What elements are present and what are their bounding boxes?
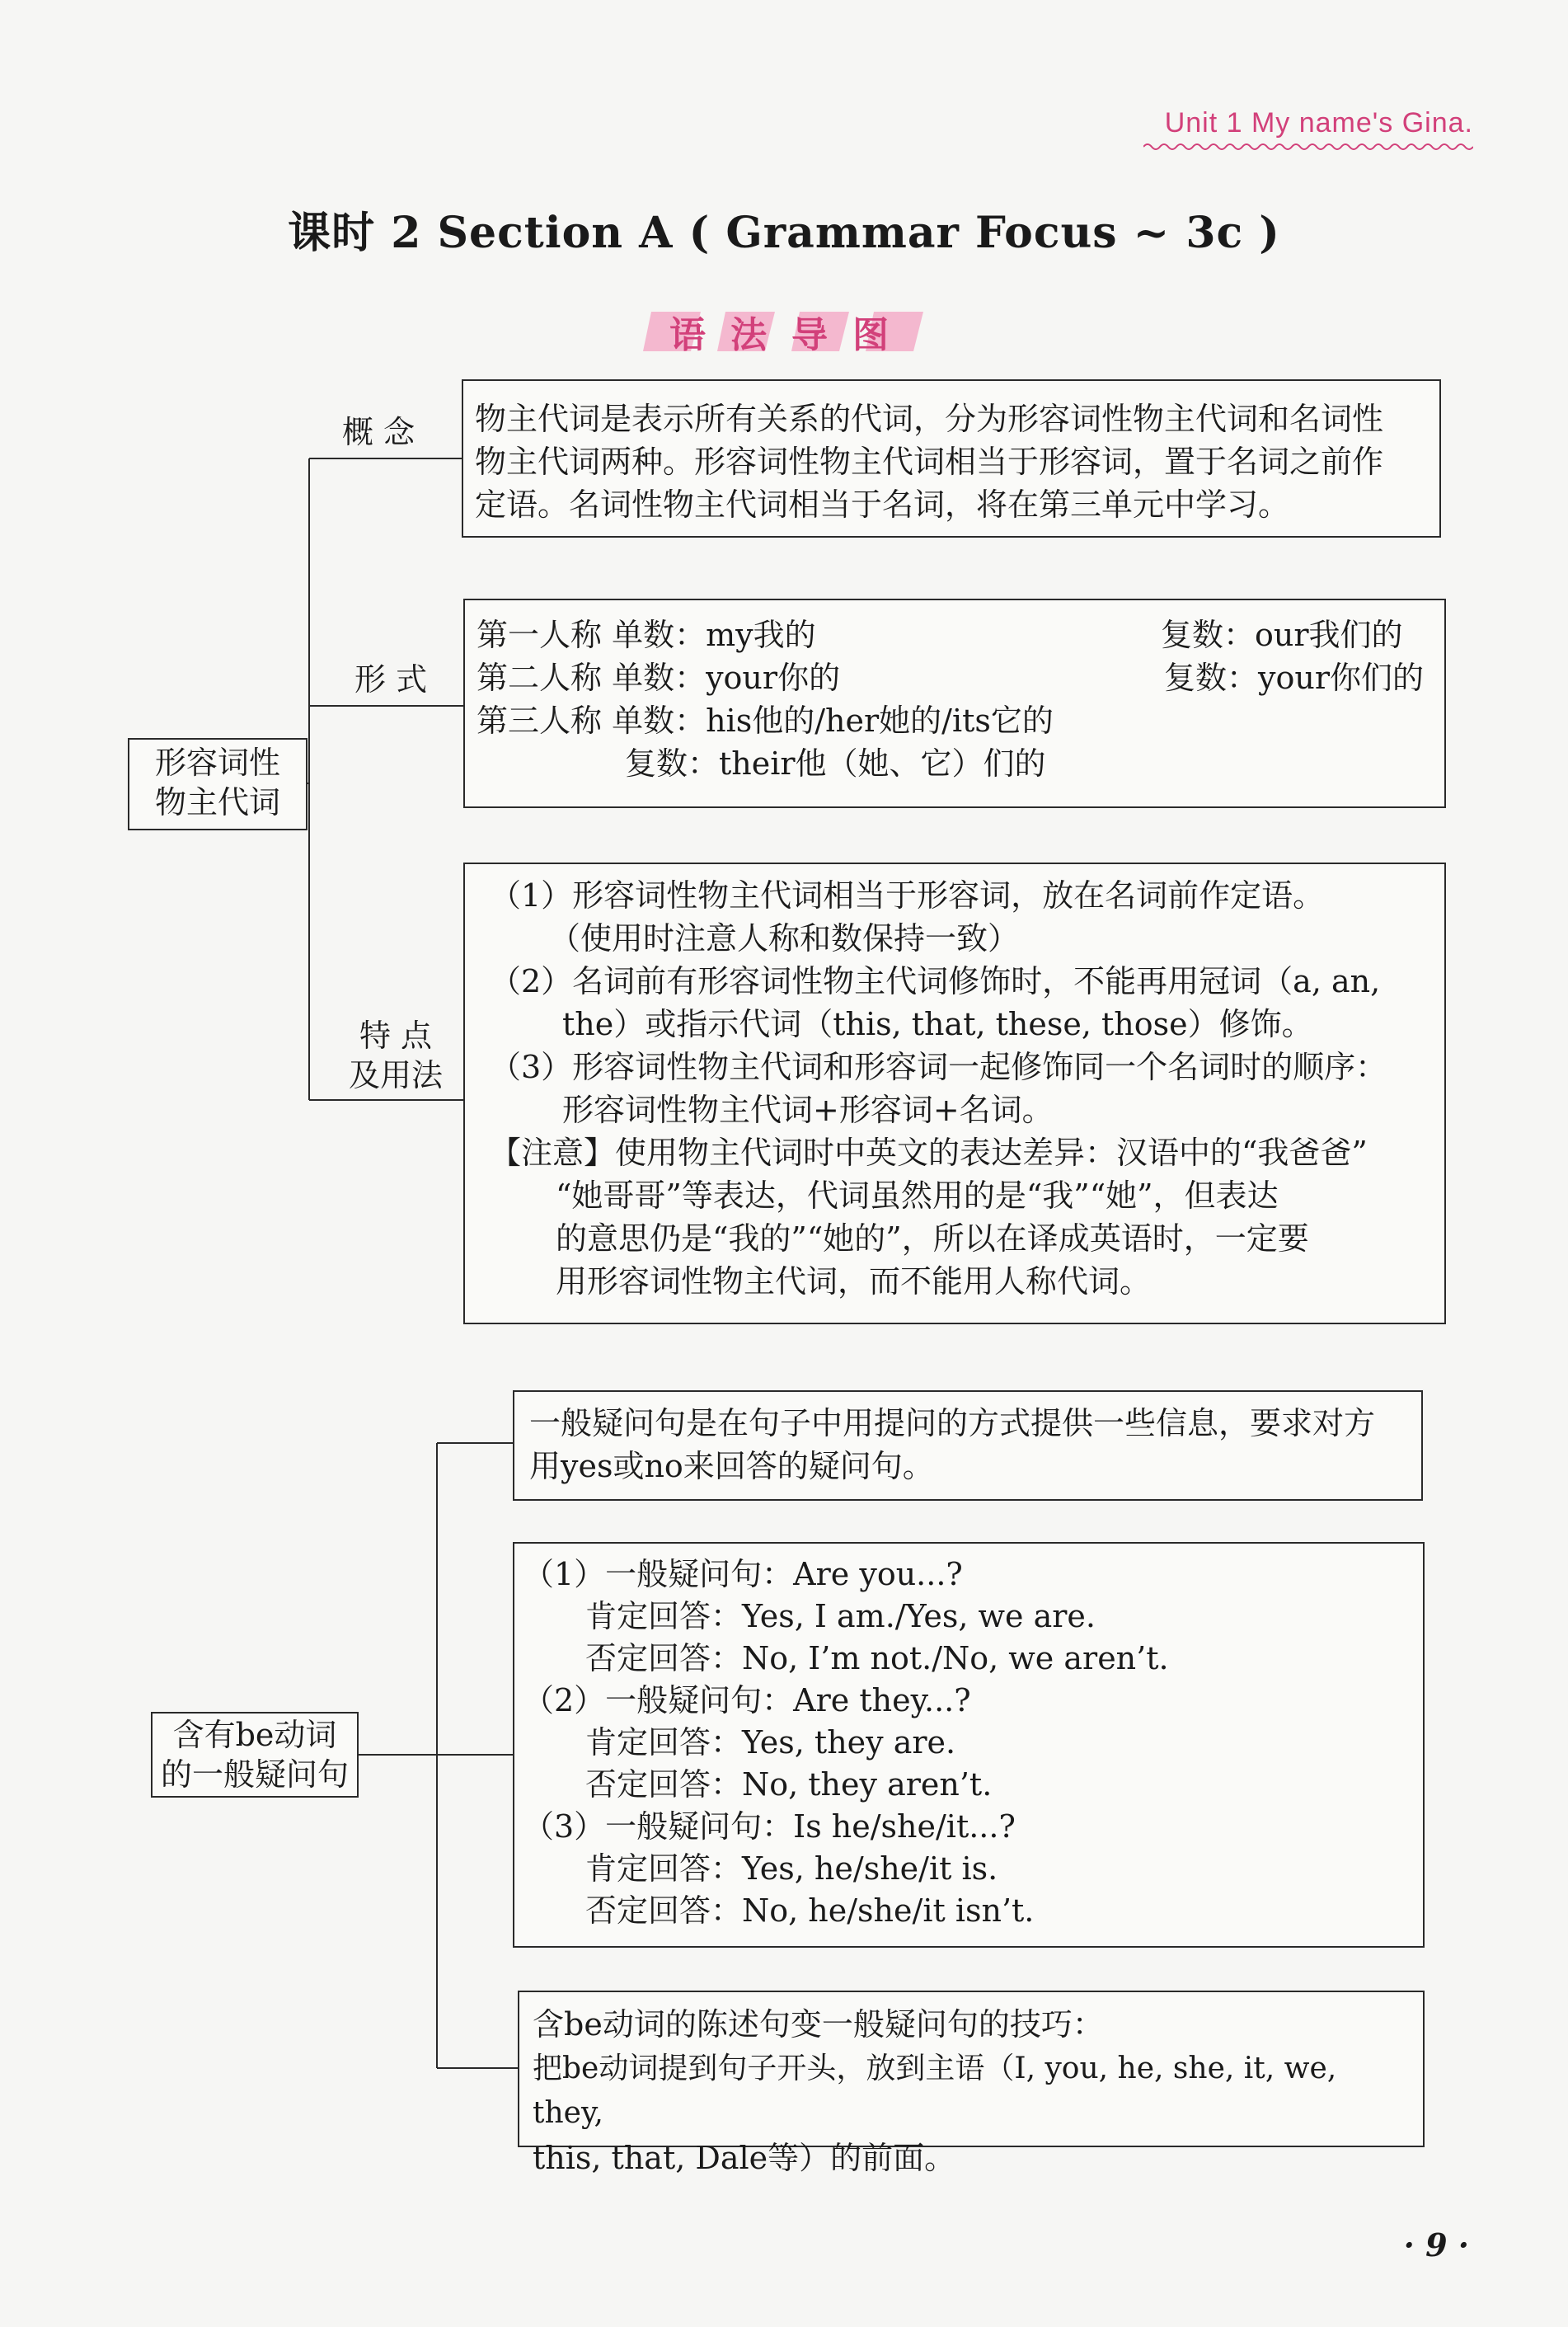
concept-label: 概 念 (342, 414, 415, 450)
examples-box (513, 1542, 1425, 1948)
usage-label (330, 1016, 462, 1095)
usage-note-line: 【注意】使用物主代词时中英文的表达差异：汉语中的“我爸爸” (490, 1135, 1368, 1171)
usage-line: （1）形容词性物主代词相当于形容词，放在名词前作定语。 (490, 877, 1325, 914)
forms-plural: 复数：their他（她、它）们的 (625, 745, 1046, 782)
example-answer-no: 否定回答：No, they aren’t. (585, 1766, 993, 1803)
usage-line: the）或指示代词（this, that, these, those）修饰。 (562, 1006, 1313, 1042)
forms-box (463, 599, 1446, 808)
concept-box (462, 379, 1441, 538)
forms-singular: 第一人称 单数：my我的 (477, 617, 816, 653)
usage-note-line: “她哥哥”等表达，代词虽然用的是“我”“她”，但表达 (556, 1178, 1279, 1214)
tip-box (518, 1991, 1425, 2176)
adjective-possessive-pronoun-root (128, 738, 307, 830)
usage-note-line: 的意思仍是“我的”“她的”，所以在译成英语时，一定要 (556, 1220, 1309, 1257)
forms-plural: 复数：our我们的 (1161, 617, 1403, 653)
usage-label-line-2: 及用法 (348, 1057, 443, 1093)
usage-label-line-1: 特 点 (359, 1018, 433, 1054)
root-line-1: 含有be动词 (172, 1717, 337, 1753)
forms-singular: 第三人称 单数：his他的/her她的/its它的 (477, 703, 1054, 739)
forms-row (477, 613, 1433, 656)
tip-line: 含be动词的陈述句变一般疑问句的技巧： (533, 2006, 1104, 2043)
example-answer-no: 否定回答：No, he/she/it isn’t. (585, 1892, 1035, 1929)
example-question: （3）一般疑问句：Is he/she/it...? (523, 1808, 1016, 1845)
usage-line: （2）名词前有形容词性物主代词修饰时，不能再用冠词（a, an, (490, 963, 1381, 999)
be-verb-question-root (151, 1712, 359, 1798)
definition-box (513, 1390, 1423, 1501)
definition-line: 一般疑问句是在句子中用提问的方式提供一些信息，要求对方 (529, 1405, 1376, 1441)
page-number: · 9 · (1403, 2226, 1469, 2264)
concept-line: 定语。名词性物主代词相当于名词，将在第三单元中学习。 (475, 487, 1290, 523)
example-answer-yes: 肯定回答：Yes, they are. (585, 1724, 956, 1761)
forms-row (477, 742, 1433, 785)
example-answer-no: 否定回答：No, I’m not./No, we aren’t. (585, 1640, 1169, 1676)
usage-note-line: 用形容词性物主代词，而不能用人称代词。 (556, 1263, 1152, 1300)
root-line-1: 形容词性 (154, 745, 280, 781)
forms-label: 形 式 (354, 661, 428, 698)
root-line-2: 物主代词 (154, 784, 280, 820)
usage-box (463, 863, 1446, 1324)
example-answer-yes: 肯定回答：Yes, he/she/it is. (585, 1850, 998, 1887)
usage-line: （使用时注意人称和数保持一致） (549, 920, 1020, 957)
example-question: （2）一般疑问句：Are they...? (523, 1682, 971, 1718)
root-line-2: 的一般疑问句 (160, 1756, 349, 1793)
example-answer-yes: 肯定回答：Yes, I am./Yes, we are. (585, 1598, 1096, 1634)
example-question: （1）一般疑问句：Are you...? (523, 1556, 963, 1592)
tip-line: 把be动词提到句子开头，放到主语（I, you, he, she, it, we, they, (533, 2052, 1337, 2130)
grammar-map-banner: 语法导图 (669, 314, 913, 356)
forms-plural: 复数：your你们的 (1164, 660, 1424, 696)
usage-line: 形容词性物主代词+形容词+名词。 (562, 1092, 1054, 1128)
forms-row (477, 656, 1433, 699)
forms-row (477, 699, 1433, 742)
definition-line: 用yes或no来回答的疑问句。 (529, 1448, 934, 1484)
tip-line: this, that, Dale等）的前面。 (533, 2140, 956, 2176)
lesson-title: 课时 2 Section A ( Grammar Focus ~ 3c ) (288, 208, 1280, 258)
concept-line: 物主代词是表示所有关系的代词，分为形容词性物主代词和名词性 (475, 401, 1384, 437)
usage-line: （3）形容词性物主代词和形容词一起修饰同一个名词时的顺序： (490, 1049, 1387, 1085)
concept-line: 物主代词两种。形容词性物主代词相当于形容词，置于名词之前作 (475, 444, 1384, 480)
forms-singular: 第二人称 单数：your你的 (477, 660, 841, 696)
unit-header: Unit 1 My name's Gina. (1164, 107, 1473, 139)
